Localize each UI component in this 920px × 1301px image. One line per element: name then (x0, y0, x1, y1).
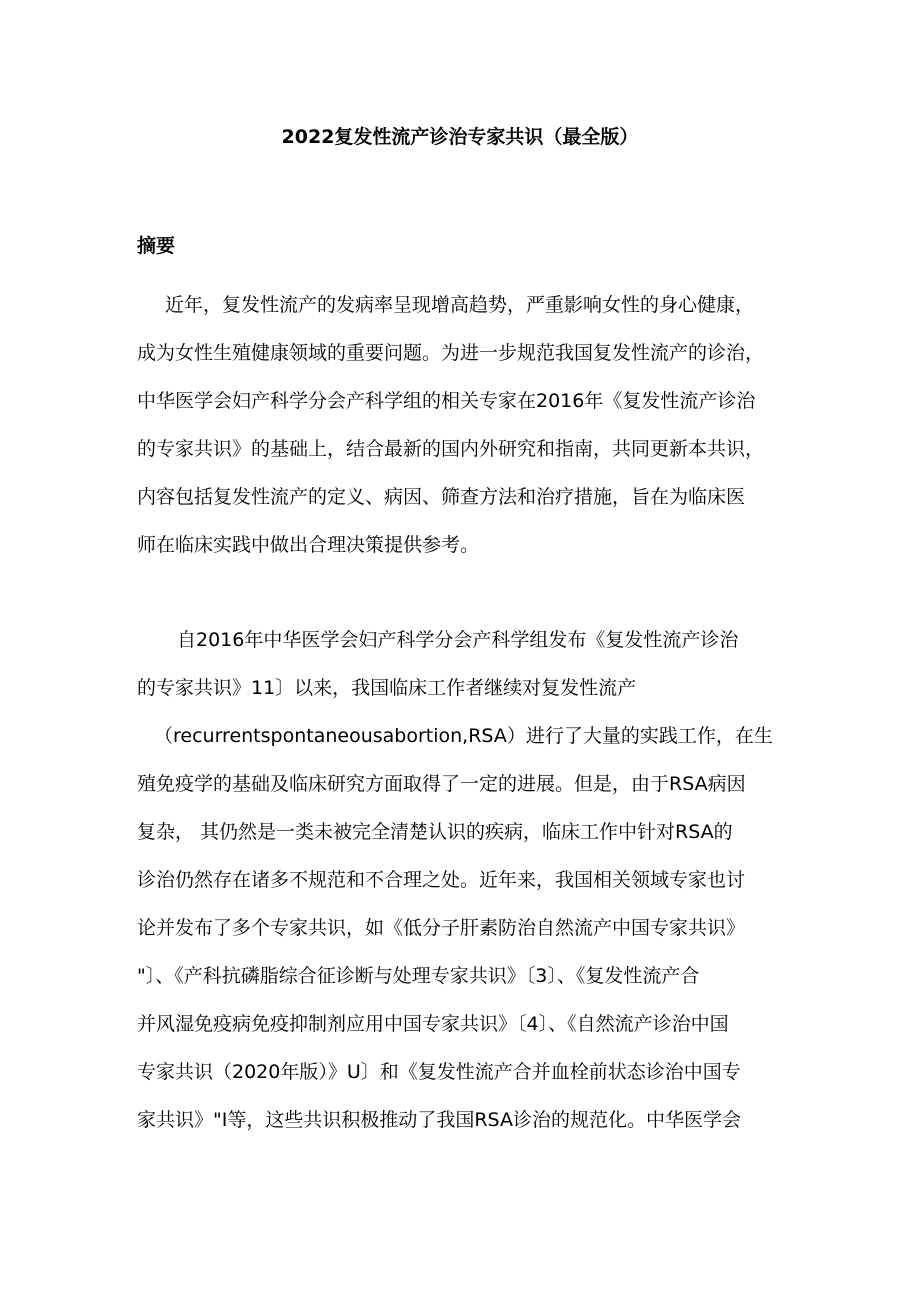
abstract-line: 中华医学会妇产科学分会产科学组的相关专家在2016年《复发性流产诊治 (137, 390, 756, 412)
body-line: 论并发布了多个专家共识，如《低分子肝素防治自然流产中国专家共识》 (137, 917, 746, 939)
abstract-line: 内容包括复发性流产的定义、病因、筛查方法和治疗措施，旨在为临床医 (137, 486, 746, 508)
abstract-line: 成为女性生殖健康领域的重要问题。为进一步规范我国复发性流产的诊治， (137, 342, 765, 364)
abstract-line: 的专家共识》的基础上，结合最新的国内外研究和指南，共同更新本共识， (137, 438, 765, 460)
body-line: 复杂， 其仍然是一类未被完全清楚认识的疾病，临床工作中针对RSA的 (137, 821, 733, 843)
body-line: 诊治仍然存在诸多不规范和不合理之处。近年来，我国相关领域专家也讨 (137, 869, 746, 891)
abstract-line: 近年，复发性流产的发病率呈现增高趋势，严重影响女性的身心健康， (165, 294, 755, 316)
body-line: 殖免疫学的基础及临床研究方面取得了一定的进展。但是，由于RSA病因 (137, 773, 746, 795)
abstract-heading: 摘要 (137, 235, 176, 257)
document-title: 2022复发性流产诊治专家共识（最全版） (281, 126, 639, 148)
body-line: "〕、《产科抗磷脂综合征诊断与处理专家共识》〔3〕、《复发性流产合 (137, 965, 700, 987)
body-line: 家共识》"I等，这些共识积极推动了我国RSA诊治的规范化。中华医学会 (137, 1109, 741, 1131)
abstract-line: 师在临床实践中做出合理决策提供参考。 (137, 534, 480, 556)
body-line: （recurrentspontaneousabortion,RSA）进行了大量的实践工作，在生 (154, 725, 773, 747)
body-line: 并风湿免疫病免疫抑制剂应用中国专家共识》〔4〕、《自然流产诊治中国 (137, 1013, 729, 1035)
body-line: 自2016年中华医学会妇产科学分会产科学组发布《复发性流产诊治 (177, 629, 739, 651)
body-line: 的专家共识》11〕以来，我国临床工作者继续对复发性流产 (137, 677, 637, 699)
body-line: 专家共识（2020年版）》U〕和《复发性流产合并血栓前状态诊治中国专 (137, 1061, 741, 1083)
